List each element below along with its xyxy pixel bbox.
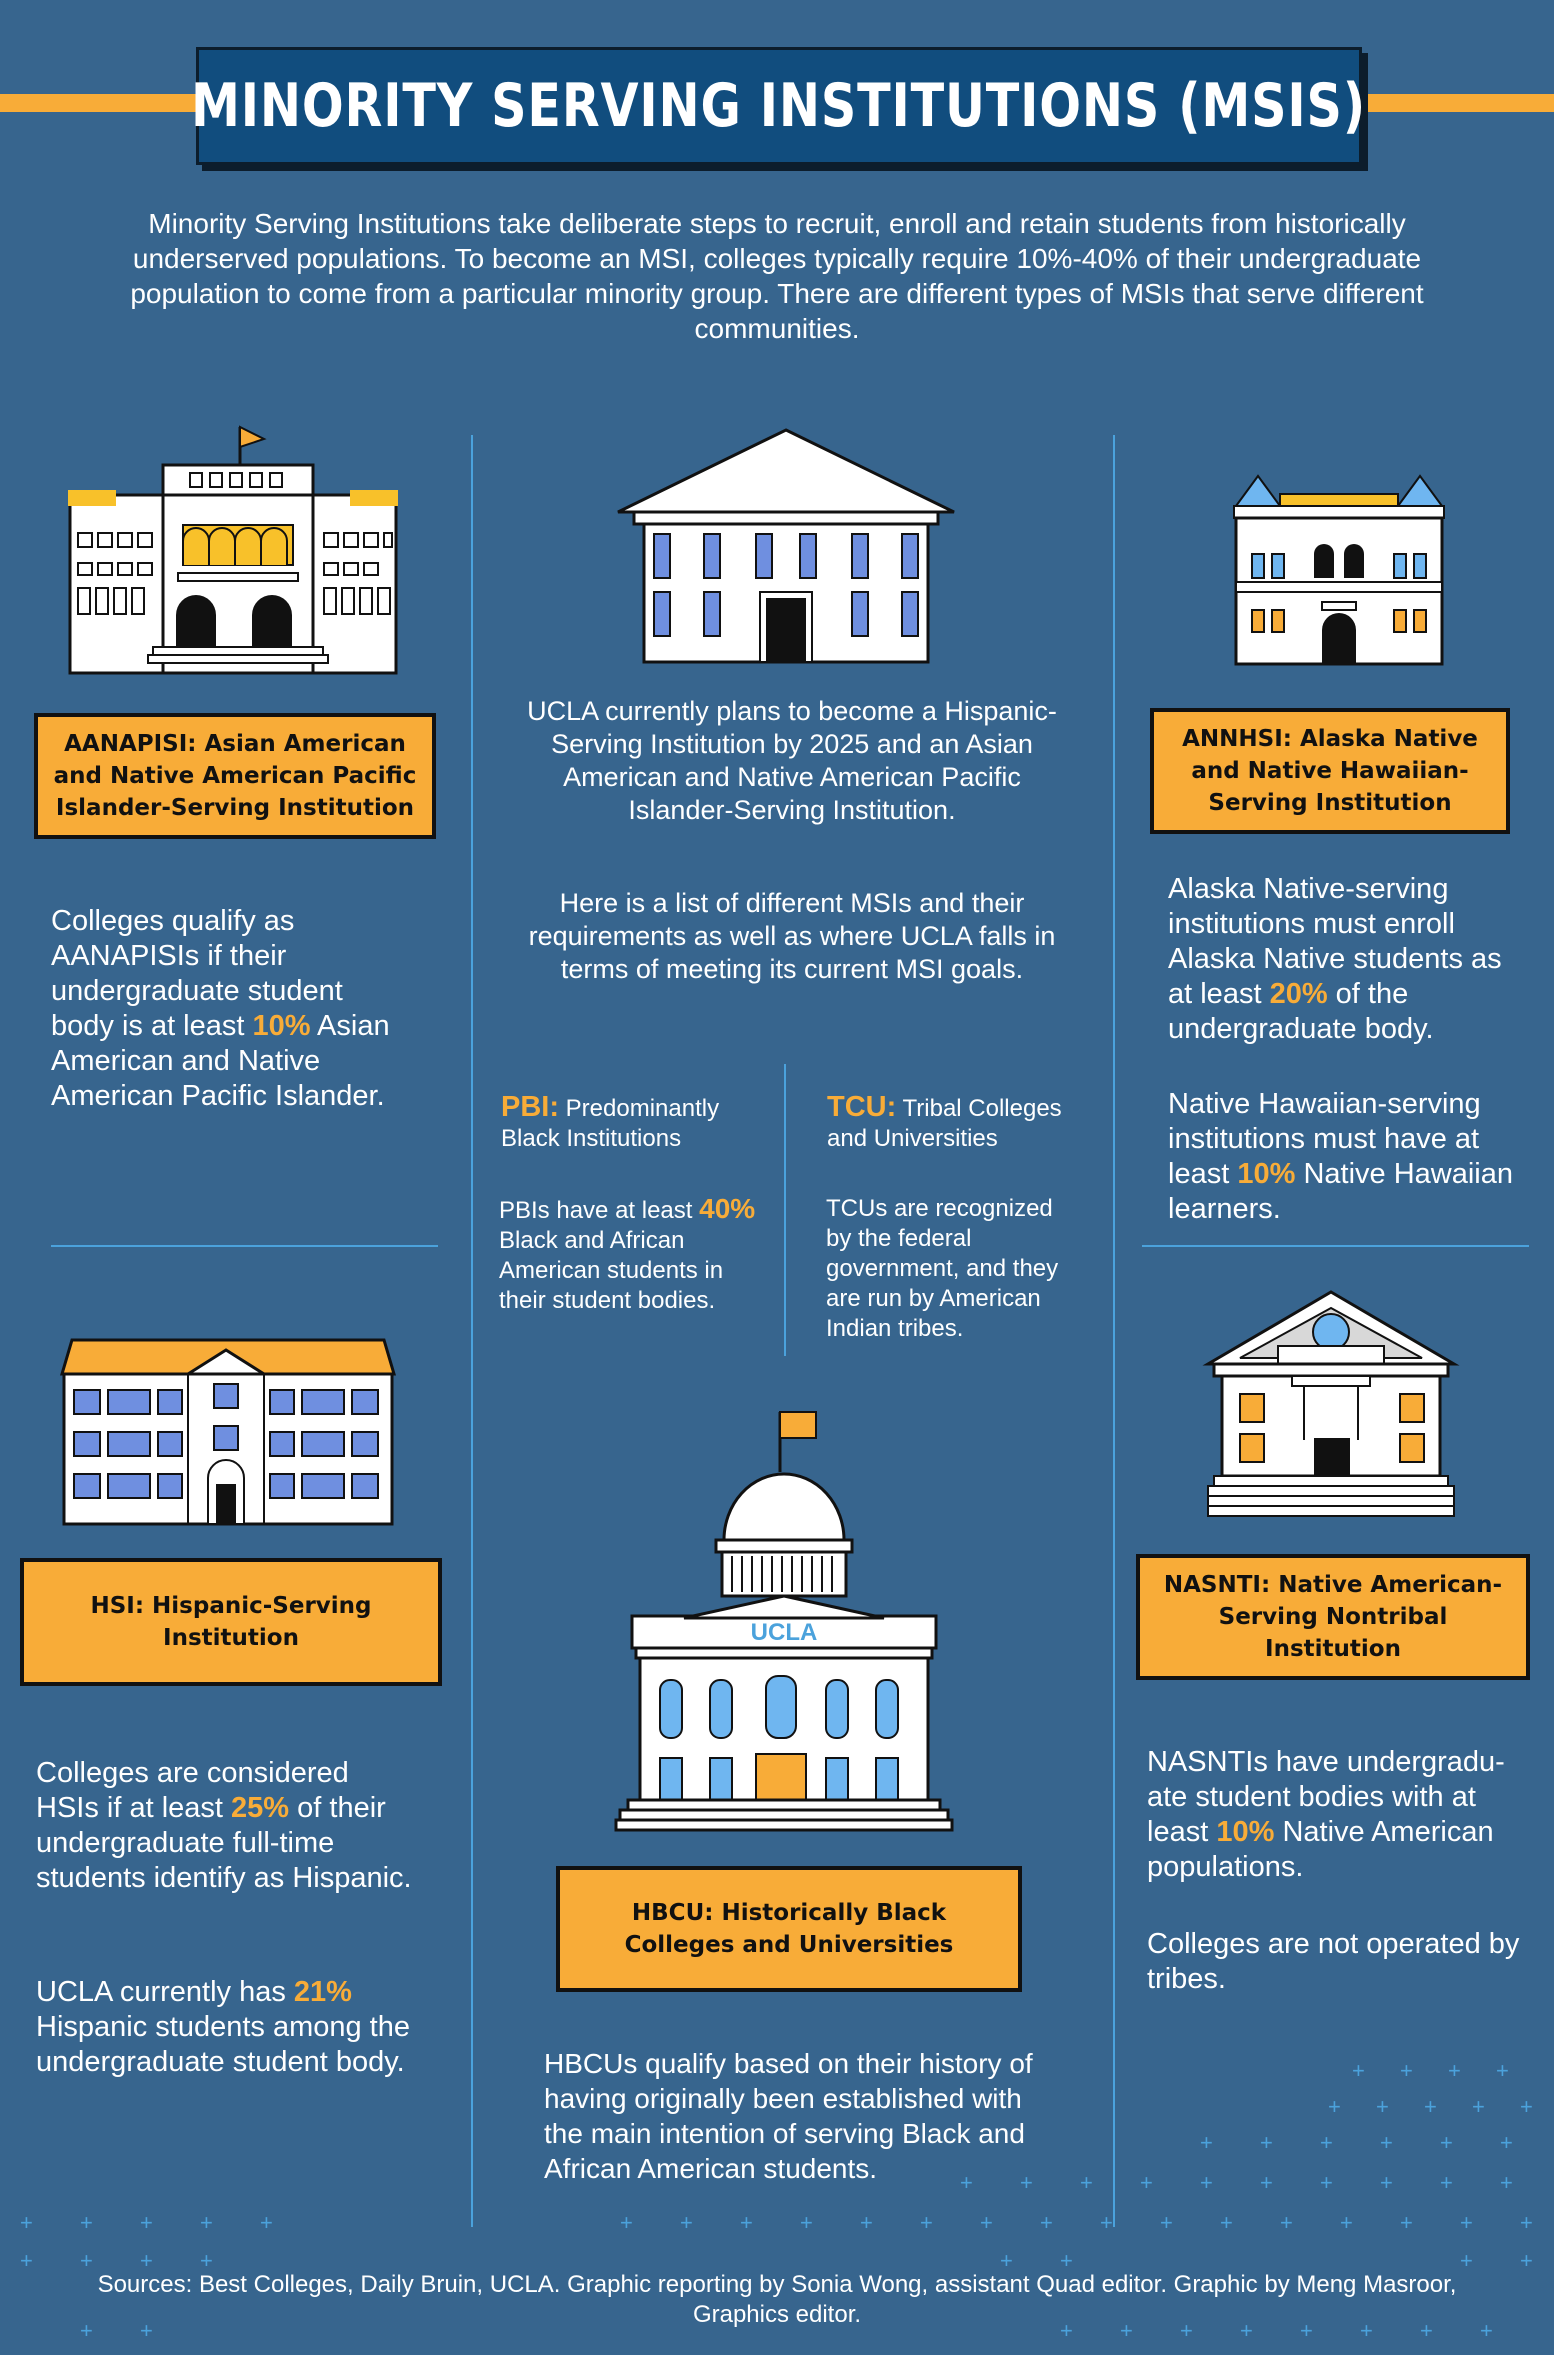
annhsi-p2-before: Native Hawaiian-serving institutions must have at least	[1168, 1088, 1481, 1190]
hsi-p2-before: UCLA currently has	[36, 1976, 286, 2008]
hsi-p1-after: of their undergraduate full-time students identify as Hispanic.	[36, 1792, 412, 1894]
classical-building-icon	[614, 428, 958, 664]
hsi-label: HSI: Hispanic-Serving Institution	[20, 1558, 442, 1686]
hsi-p1-before: Colleges are considered HSIs if at least	[36, 1757, 349, 1824]
intro-paragraph: Minority Serving Institutions take deliberate steps to recruit, enroll and retain students from historically underserved populations. To become an MSI, colleges typically require 10%-40% of their undergraduate population to come from a particular minority group. There are different types of MSIs that serve different communities.	[130, 208, 1424, 344]
nasnti-label: NASNTI: Native American-Serving Nontribal Institution	[1136, 1554, 1530, 1680]
nasnti-description-2: Colleges are not operated by tribes.	[1147, 1928, 1520, 1995]
aanapisi-description	[51, 904, 396, 1114]
column-divider-left	[471, 435, 473, 2227]
pbi-heading	[501, 1092, 771, 1154]
hsi-building-icon	[58, 1338, 398, 1528]
right-section-divider	[1142, 1245, 1529, 1247]
list-intro-text: Here is a list of different MSIs and their requirements as well as where UCLA falls in terms of meeting its current MSI goals.	[528, 888, 1056, 984]
title-banner	[191, 47, 1367, 165]
ucla-building-text: UCLA	[750, 1619, 818, 1646]
title-accent-right	[1352, 94, 1554, 112]
ucla-plan-text: UCLA currently plans to become a Hispanic-Serving Institution by 2025 and an Asian American and Native American Pacific Islander-Serving Institution.	[527, 696, 1057, 825]
nasnti-p1-percent: 10%	[1216, 1816, 1275, 1848]
nasnti-p1-before: NASNTIs have undergradu-ate student bodies with at least	[1147, 1746, 1505, 1848]
column-divider-right	[1113, 435, 1115, 2227]
aanapisi-percent: 10%	[252, 1010, 311, 1042]
aanapisi-building-icon	[68, 425, 398, 675]
annhsi-p1-after: of the undergraduate body.	[1168, 978, 1434, 1045]
hbcu-description: HBCUs qualify based on their history of having originally been established with the main intention of serving Black and African American students.	[544, 2048, 1033, 2184]
tcu-heading	[827, 1092, 1097, 1154]
hsi-description-2	[36, 1975, 416, 2080]
page-title: MINORITY SERVING INSTITUTIONS (MSIS)	[191, 71, 1367, 141]
pbi-name: Predominantly Black Institutions	[501, 1095, 720, 1152]
annhsi-description-1	[1168, 872, 1518, 1047]
aanapisi-text-before: Colleges qualify as AANAPISIs if their undergraduate student body is at least	[51, 905, 343, 1042]
aanapisi-text-after: Asian American and Native American Pacific Islander.	[51, 1010, 390, 1112]
aanapisi-label: AANAPISI: Asian American and Native American Pacific Islander-Serving Institution	[34, 713, 436, 839]
hsi-p2-after: Hispanic students among the undergraduate student body.	[36, 2011, 410, 2078]
tcu-abbr: TCU:	[827, 1091, 897, 1123]
nasnti-building-icon	[1204, 1290, 1458, 1526]
pbi-text-after: Black and African American students in their student bodies.	[499, 1227, 724, 1314]
tcu-name: Tribal Colleges and Universities	[827, 1095, 1062, 1152]
annhsi-p1-percent: 20%	[1269, 978, 1328, 1010]
annhsi-description-2	[1168, 1087, 1518, 1227]
hsi-p1-percent: 25%	[231, 1792, 290, 1824]
title-accent-left	[0, 94, 200, 112]
annhsi-p2-percent: 10%	[1237, 1158, 1296, 1190]
tcu-description: TCUs are recognized by the federal government, and they are run by American Indian tribes.	[826, 1195, 1059, 1342]
hbcu-label: HBCU: Historically Black Colleges and Universities	[556, 1866, 1022, 1992]
left-section-divider	[51, 1245, 438, 1247]
sources-credit: Sources: Best Colleges, Daily Bruin, UCLA. Graphic reporting by Sonia Wong, assistant Quad editor. Graphic by Meng Masroor, Graphics editor.	[97, 2271, 1457, 2328]
nasnti-description-1	[1147, 1745, 1527, 1885]
nasnti-p1-after: Native American populations.	[1147, 1816, 1494, 1883]
annhsi-p2-after: Native Hawaiian learners.	[1168, 1158, 1513, 1225]
hsi-p2-percent: 21%	[293, 1976, 352, 2008]
annhsi-p1-before: Alaska Native-serving institutions must enroll Alaska Native students as at least	[1168, 873, 1502, 1010]
hsi-description-1	[36, 1756, 416, 1896]
pbi-text-before: PBIs have at least	[499, 1197, 693, 1224]
annhsi-label: ANNHSI: Alaska Native and Native Hawaiian-Serving Institution	[1150, 708, 1510, 834]
pbi-abbr: PBI:	[501, 1091, 559, 1123]
pbi-description	[499, 1194, 774, 1316]
annhsi-building-icon	[1232, 474, 1446, 666]
pbi-tcu-divider	[784, 1064, 786, 1356]
pbi-percent: 40%	[699, 1193, 756, 1224]
page: MINORITY SERVING INSTITUTIONS (MSIS) Minority Serving Institutions take deliberate steps to recruit, enroll and retain students from historically underserved populations. To become an MSI, colleges typically require 10%-40% of their undergraduate population to come from a particular minority group. There are different types of MSIs that serve different communities. AANAPISI: Asian American and Native American Pacific Islander-Serving Institution Colleges qualify as AANAPISIs if their undergraduate student body is at least 10% Asian American and Native American Pacific Islander. UCLA currently plans to become a Hispanic-Serving Institution by 2025 and an Asian American and Native American Pacific Islander-Serving Institution. Here is a list of different MSIs and their requirements as well as where UCLA falls in terms of meeting its current MSI goals. PBI: Predominantly Black Institutions PBIs have at least 40% Black and African American students in their student bodies. TCU: Tribal Colleges and Universities TCUs are recognized by the federal government, and they are run by American Indian tribes. UCLA HBCU: Historically Black Colleges and Universities HBCUs qualify based on their history of having originally been established with the main intention of serving Black and African American students. ANNHSI: Alaska Native and Native Hawaiian-Serving Institution Alaska Native-serving institutions must enroll Alaska Native students as at least 20% of the undergraduate body. Native Hawaiian-serving institutions must have at least 10% Native Hawaiian learners. NASNTI: Native American-Serving Nontribal Institution NASNTIs have undergradu-ate student bodies with at least 10% Native American populations. Colleges are not operated by tribes. HSI: Hispanic-Serving Institution Colleges are considered HSIs if at least 25% of their undergraduate full-time students identify as Hispanic. UCLA currently has 21% Hispanic students among the undergraduate student body. + + + + + + + + + + + + + + + + + + + + + + + + + + + + + + + + + + + + + + + + + + + + + + + + + + + + + + + + + + + + + + + + Sources: Best Colleges, Daily Bruin, UCLA. Graphic reporting by Sonia Wong, assistant Quad editor. Graphic by Meng Masroor, Graphics editor.	[0, 0, 1554, 2355]
